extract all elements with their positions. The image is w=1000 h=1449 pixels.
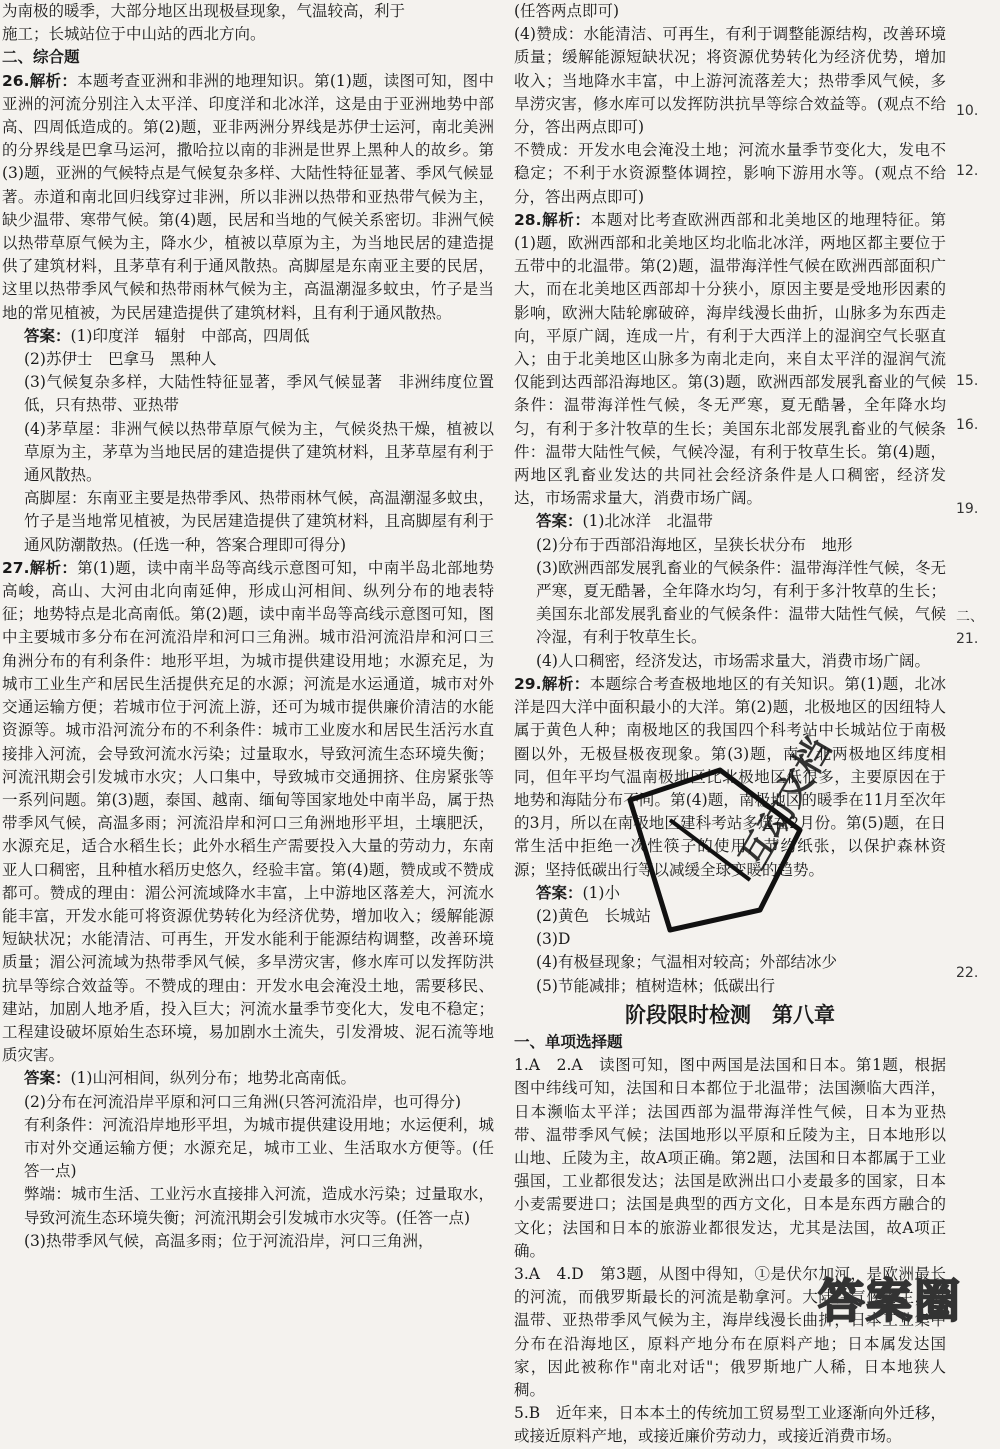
answer-line: (3)欧洲西部发展乳畜业的气候条件：温带海洋性气候，冬无严寒，夏无酷暑，全年降水均匀，有利于多汁牧草的生长；美国东北部发展乳畜业的气候条件：温带大陆性气候，气候冷湿，有利于牧草生长。 xyxy=(536,558,946,647)
chapter-title: 阶段限时检测 第八章 xyxy=(625,1002,835,1027)
margin-question-number: 10. xyxy=(956,103,979,119)
middle-column xyxy=(514,0,946,1449)
section-heading: 一、单项选择题 xyxy=(514,1032,623,1051)
mc-answer: 3.A 4.D 第3题，从图中得知，①是伏尔加河，是欧洲最长的河流，而俄罗斯最长的河流是勒拿河。大陆性气候为主，以温带、亚热带季风气候为主，海岸线漫长曲折，日本工业集中分布在沿海地区，原料产地分布在原料产地；日本属发达国家，因此被称作"南北对话"；俄罗斯地广人稀，日本地狭人稠。 xyxy=(514,1264,946,1399)
answer-line: (1)山河相间，纵列分布；地势北高南低。 xyxy=(70,1069,356,1088)
answer-line: (1)北冰洋 北温带 xyxy=(582,512,713,531)
answer-line: (4)人口稠密，经济发达，市场需求量大，消费市场广阔。 xyxy=(536,651,930,670)
answer-line: (2)黄色 长城站 xyxy=(536,906,651,925)
answer-line: (3)D xyxy=(536,930,571,949)
answer-line: (2)分布于西部沿海地区，呈狭长状分布 地形 xyxy=(536,535,853,554)
answer-line: (3)热带季风气候，高温多雨；位于河流沿岸，河口三角洲， xyxy=(24,1231,434,1250)
analysis-label: 解析： xyxy=(541,210,591,229)
question-number: 26. xyxy=(2,71,30,90)
margin-question-number: 22. xyxy=(956,965,979,981)
answer-line: (4)茅草屋：非洲气候以热带草原气候为主，气候炎热干燥，植被以草原为主，茅草为当地民居的建造提供了建筑材料，且茅草屋有利于通风散热。 xyxy=(24,419,494,485)
question-number: 29. xyxy=(514,674,542,693)
mc-answer: 1.A 2.A 读图可知，图中两国是法国和日本。第1题，根据图中纬线可知，法国和日本都位于北温带；法国濒临大西洋，日本濒临太平洋；法国西部为温带海洋性气候，日本为亚热带、温带季风气候；法国地形以平原和丘陵为主，日本地形以山地、丘陵为主，故A项正确。第2题，法国和日本都属于工业强国，工业都很发达；法国是欧洲出口小麦最多的国家，日本小麦需要进口；法国是典型的西方文化，日本是东西方融合的文化；法国和日本的旅游业都很发达，尤其是法国，故A项正确。 xyxy=(514,1056,946,1260)
continuation-line: 为南极的暖季，大部分地区出现极昼现象，气温较高，利于 xyxy=(2,2,406,20)
margin-question-number: 21. xyxy=(956,631,979,647)
analysis-text: 本题综合考查极地地区的有关知识。第(1)题，北冰洋是四大洋中面积最小的大洋。第(2)题，北极地区的因纽特人属于黄色人种；南极地区的我国四个科考站中长城站位于南极圈以外，无极昼极夜现象。第(3)题，南、北两极地区纬度相同，但年平均气温南极地区比北极地区低很多，主要原因在于地势和海陆分布不同。第(4)题，南极地区的暖季在11月至次年的3月，所以在南极地区建科考站多选在2月份。第(5)题，在日常生活中拒绝一次性筷子的使用，节约纸张，以保护森林资源；坚持低碳出行等以减缓全球变暖的趋势。 xyxy=(514,674,946,879)
brand-watermark: 答案圈 xyxy=(818,1274,962,1328)
analysis-label: 解析： xyxy=(541,674,590,693)
margin-question-number: 19. xyxy=(956,501,979,517)
continuation-line: 施工；长城站位于中山站的西北方向。 xyxy=(2,25,266,44)
answer-line: 高脚屋：东南亚主要是热带季风、热带雨林气候，高温潮湿多蚊虫，竹子是当地常见植被，为民居建造提供了建筑材料，且高脚屋有利于通风防潮散热。(任选一种，答案合理即可得分) xyxy=(24,489,494,554)
question-number: 27. xyxy=(2,558,30,577)
left-column xyxy=(2,0,494,1253)
analysis-text: 本题对比考查欧洲西部和北美地区的地理特征。第(1)题，欧洲西部和北美地区均北临北冰洋，两地区都主要位于五带中的北温带。第(2)题，温带海洋性气候在欧洲西部面积广大，而在北美地区西部却十分狭小，原因主要是受地形因素的影响，欧洲大陆轮廓破碎，海岸线漫长曲折，山脉多为东西走向，平原广阔，连成一片，有利于大西洋上的湿润空气长驱直入；由于北美地区山脉多为南北走向，来自太平洋的湿润气流仅能到达西部沿海地区。第(3)题，欧洲西部发展乳畜业的气候条件：温带海洋性气候，冬无严寒，夏无酷暑，全年降水均匀，有利于多汁牧草的生长；美国东北部发展乳畜业的气候条件：温带大陆性气候，气候冷湿，有利于牧草生长。第(4)题，两地区乳畜业发达的共同社会经济条件是人口稠密，经济发达，市场需求量大，消费市场广阔。 xyxy=(514,210,946,508)
answer-label: 答案： xyxy=(536,512,583,531)
answer-line: 不赞成：开发水电会淹没土地；河流水量季节变化大，发电不稳定；不利于水资源整体调控，影响下游用水等。(观点不给分，答出两点即可) xyxy=(514,141,946,206)
answer-line: (4)赞成：水能清洁、可再生，有利于调整能源结构，改善环境质量；缓解能源短缺状况；将资源优势转化为经济优势，增加收入；当地降水丰富，中上游河流落差大；热带季风气候，多旱涝灾害，修水库可以发挥防洪抗旱等综合效益等。(观点不给分，答出两点即可) xyxy=(514,25,946,137)
answer-line: 有利条件：河流沿岸地形平坦，为城市提供建设用地；水运便利，城市对外交通运输方便；水源充足，城市工业、生活取水方便等。(任答一点) xyxy=(24,1115,494,1181)
analysis-label: 解析： xyxy=(29,71,78,90)
margin-question-number: 15. xyxy=(956,373,979,389)
right-margin-column xyxy=(952,0,1000,1365)
analysis-text: 本题考查亚洲和非洲的地理知识。第(1)题，读图可知，图中亚洲的河流分别注入太平洋、印度洋和北冰洋，这是由于亚洲地势中部高、四周低造成的。第(2)题，亚非两洲分界线是苏伊士运河，南北美洲的分界线是巴拿马运河，撒哈拉以南的非洲是世界上黑种人的故乡。第(3)题，亚洲的气候特点是气候复杂多样、大陆性特征显著、季风气候显著。赤道和南北回归线穿过非洲，所以非洲以热带和亚热带气候为主，缺少温带、寒带气候。第(4)题，民居和当地的气候关系密切。非洲气候以热带草原气候为主，降水少，植被以草原为主，为当地民居的建造提供了建筑材料，且茅草有利于通风散热。高脚屋是东南亚主要的民居，这里以热带季风气候和热带雨林气候为主，高温潮湿多蚊虫，竹子是当地的常见植被，为民居建造提供了建筑材料，且有利于通风散热。 xyxy=(2,71,494,322)
answer-line: 弊端：城市生活、工业污水直接排入河流，造成水污染；过量取水，导致河流生态环境失衡；河流汛期会引发城市水灾等。(任答一点) xyxy=(24,1185,494,1227)
analysis-label: 解析： xyxy=(29,558,78,577)
margin-question-number: 16. xyxy=(956,417,979,433)
answer-label: 答案： xyxy=(24,1069,71,1088)
question-29 xyxy=(514,673,946,998)
analysis-text: 第(1)题，读中南半岛等高线示意图可知，中南半岛北部地势高峻，高山、大河由北向南延伸，形成山河相间、纵列分布的地表特征；地势特点是北高南低。第(2)题，读中南半岛等高线示意图可知，图中主要城市多分布在河流沿岸和河口三角洲。城市沿河流沿岸和河口三角洲分布的有利条件：地形平坦，为城市提供建设用地；水源充足，为城市工业生产和居民生活提供充足的水源；河流是水运通道，城市对外交通运输方便；若城市位于河流上游，还可为城市提供廉价清洁的水能资源等。城市沿河流分布的不利条件：城市工业废水和居民生活污水直接排入河流，会导致河流水污染；过量取水，导致河流生态环境失衡；河流汛期会引发城市水灾；人口集中，导致城市交通拥挤、住房紧张等一系列问题。第(3)题，泰国、越南、缅甸等国家地处中南半岛，属于热带季风气候，高温多雨；河流沿岸和河口三角洲地形平坦，土壤肥沃，水源充足，适合水稻生长；此外水稻生产需要投入大量的劳动力，东南亚人口稠密，且种植水稻历史悠久，经验丰富。第(4)题，赞成或不赞成都可。赞成的理由：湄公河流域降水丰富，上中游地区落差大，河流水能丰富，开发水能可将资源优势转化为经济优势，增加收入；缓解能源短缺状况；水能清洁、可再生，开发水能利于能源结构调整，改善环境质量；湄公河流域为热带季风气候，多旱涝灾害，修水库可以发挥防洪抗旱等综合效益等。不赞成的理由：开发水电会淹没土地，需要移民、建站，加剧人地矛盾，投入巨大；河流水量季节变化大，发电不稳定；工程建设破坏原始生态环境，易加剧水土流失，引发滑坡、泥石流等地质灾害。 xyxy=(2,558,494,1065)
answer-line: (1)小 xyxy=(582,883,620,902)
question-26 xyxy=(2,70,494,557)
question-27 xyxy=(2,557,494,1253)
answer-line: (1)印度洋 辐射 中部高，四周低 xyxy=(70,326,310,345)
mc-answer: 5.B 近年来，日本本土的传统加工贸易型工业逐渐向外迁移，或接近原料产地，或接近廉价劳动力，或接近消费市场。 xyxy=(514,1404,946,1446)
answer-line: (2)分布在河流沿岸平原和河口三角洲(只答河流沿岸，也可得分) xyxy=(24,1092,462,1111)
continuation-line: (任答两点即可) xyxy=(514,2,620,20)
answer-line: (3)气候复杂多样，大陆性特征显著，季风气候显著 非洲纬度位置低，只有热带、亚热带 xyxy=(24,373,494,415)
answer-label: 答案： xyxy=(536,883,583,902)
watermark-text: 互动文档 xyxy=(732,730,840,876)
answer-line: (2)苏伊士 巴拿马 黑种人 xyxy=(24,350,217,369)
margin-section-heading: 二、 xyxy=(956,609,984,625)
answer-line: (5)节能减排；植树造林；低碳出行 xyxy=(536,976,775,995)
answer-label: 答案： xyxy=(24,326,71,345)
section-heading: 二、综合题 xyxy=(2,48,80,67)
question-28 xyxy=(514,209,946,673)
answer-line: (4)有极昼现象；气温相对较高；外部结冰少 xyxy=(536,953,837,972)
margin-question-number: 12. xyxy=(956,163,979,179)
question-number: 28. xyxy=(514,210,542,229)
